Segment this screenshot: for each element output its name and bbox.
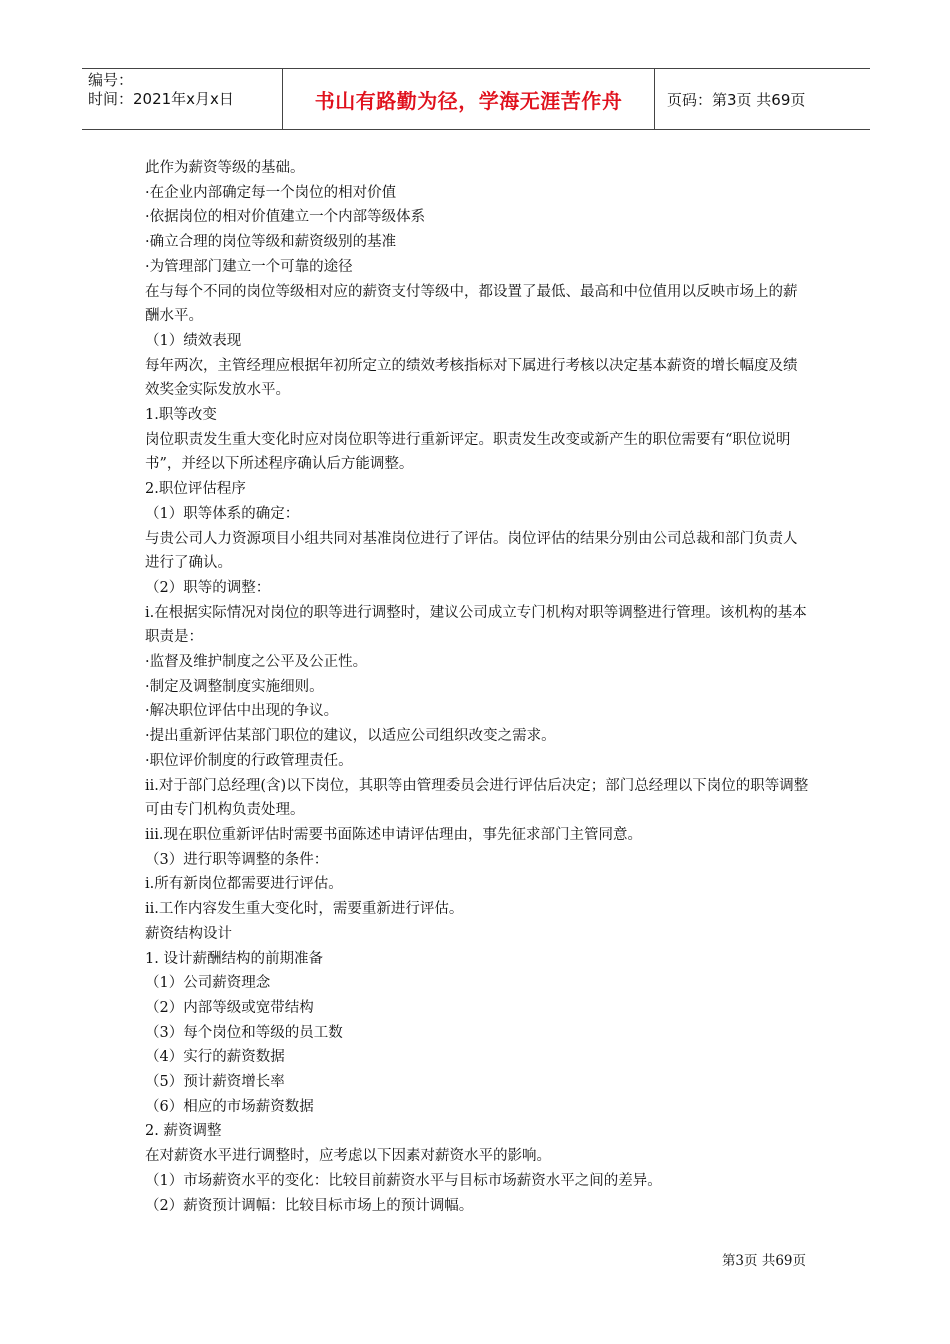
paragraph: 在与每个不同的岗位等级相对应的薪资支付等级中，都设置了最低、最高和中位值用以反映市场上的薪酬水平。 <box>145 283 798 325</box>
document-body <box>145 156 810 1218</box>
list-item: （1）市场薪资水平的变化：比较目前薪资水平与目标市场薪资水平之间的差异。 <box>145 1172 662 1189</box>
paragraph: 岗位职责发生重大变化时应对岗位职等进行重新评定。职责发生改变或新产生的职位需要有“职位说明书”，并经以下所述程序确认后方能调整。 <box>145 431 791 473</box>
subheading: （1）职等体系的确定： <box>145 505 300 522</box>
list-item: （6）相应的市场薪资数据 <box>145 1098 314 1115</box>
bullet-item: ·监督及维护制度之公平及公正性。 <box>145 654 368 671</box>
paragraph: ⅰ.在根据实际情况对岗位的职等进行调整时，建议公司成立专门机构对职等调整进行管理。该机构的基本职责是： <box>145 604 807 646</box>
page-header <box>82 68 870 130</box>
section-heading: 2.职位评估程序 <box>145 481 246 498</box>
list-item: （4）实行的薪资数据 <box>145 1049 285 1066</box>
paragraph: ⅱ.对于部门总经理(含)以下岗位，其职等由管理委员会进行评估后决定；部门总经理以下岗位的职等调整可由专门机构负责处理。 <box>145 777 809 819</box>
bullet-item: ·为管理部门建立一个可靠的途径 <box>145 258 353 275</box>
list-item: （3）每个岗位和等级的员工数 <box>145 1024 343 1041</box>
header-motto: 书山有路勤为径，学海无涯苦作舟 <box>314 88 623 113</box>
paragraph: 此作为薪资等级的基础。 <box>145 160 305 176</box>
document-number-label: 编号： <box>88 71 134 89</box>
list-item: ⅱ.工作内容发生重大变化时，需要重新进行评估。 <box>145 901 464 918</box>
subheading: （1）绩效表现 <box>145 332 242 349</box>
paragraph: ⅲ.现在职位重新评估时需要书面陈述申请评估理由，事先征求部门主管同意。 <box>145 826 643 843</box>
list-item: （2）内部等级或宽带结构 <box>145 999 314 1016</box>
list-item: （2）薪资预计调幅：比较目标市场上的预计调幅。 <box>145 1197 474 1214</box>
paragraph: 在对薪资水平进行调整时，应考虑以下因素对薪资水平的影响。 <box>145 1148 551 1165</box>
list-item: ⅰ.所有新岗位都需要进行评估。 <box>145 876 343 893</box>
bullet-item: ·确立合理的岗位等级和薪资级别的基准 <box>145 234 397 251</box>
bullet-item: ·解决职位评估中出现的争议。 <box>145 703 339 720</box>
bullet-item: ·制定及调整制度实施细则。 <box>145 678 324 695</box>
section-heading: 2. 薪资调整 <box>145 1123 222 1140</box>
bullet-item: ·提出重新评估某部门职位的建议，以适应公司组织改变之需求。 <box>145 728 556 745</box>
document-time-label: 时间：2021年x月x日 <box>88 90 234 108</box>
subheading: （3）进行职等调整的条件： <box>145 851 329 868</box>
section-heading: 薪资结构设计 <box>145 925 232 942</box>
list-item: （1）公司薪资理念 <box>145 975 271 992</box>
section-heading: 1. 设计薪酬结构的前期准备 <box>145 950 323 967</box>
paragraph: 每年两次，主管经理应根据年初所定立的绩效考核指标对下属进行考核以决定基本薪资的增长幅度及绩效奖金实际发放水平。 <box>145 357 798 399</box>
header-page-cell <box>655 69 870 129</box>
section-heading: 1.职等改变 <box>145 407 217 424</box>
header-motto-cell <box>282 69 655 129</box>
page-footer: 第3页 共69页 <box>721 1253 806 1269</box>
header-page-number: 页码：第3页 共69页 <box>667 90 806 109</box>
header-meta <box>82 69 282 129</box>
bullet-item: ·在企业内部确定每一个岗位的相对价值 <box>145 184 397 201</box>
paragraph: 与贵公司人力资源项目小组共同对基准岗位进行了评估。岗位评估的结果分别由公司总裁和部门负责人进行了确认。 <box>145 530 798 572</box>
bullet-item: ·依据岗位的相对价值建立一个内部等级体系 <box>145 209 426 226</box>
list-item: （5）预计薪资增长率 <box>145 1074 285 1091</box>
subheading: （2）职等的调整： <box>145 579 271 596</box>
bullet-item: ·职位评价制度的行政管理责任。 <box>145 752 353 769</box>
